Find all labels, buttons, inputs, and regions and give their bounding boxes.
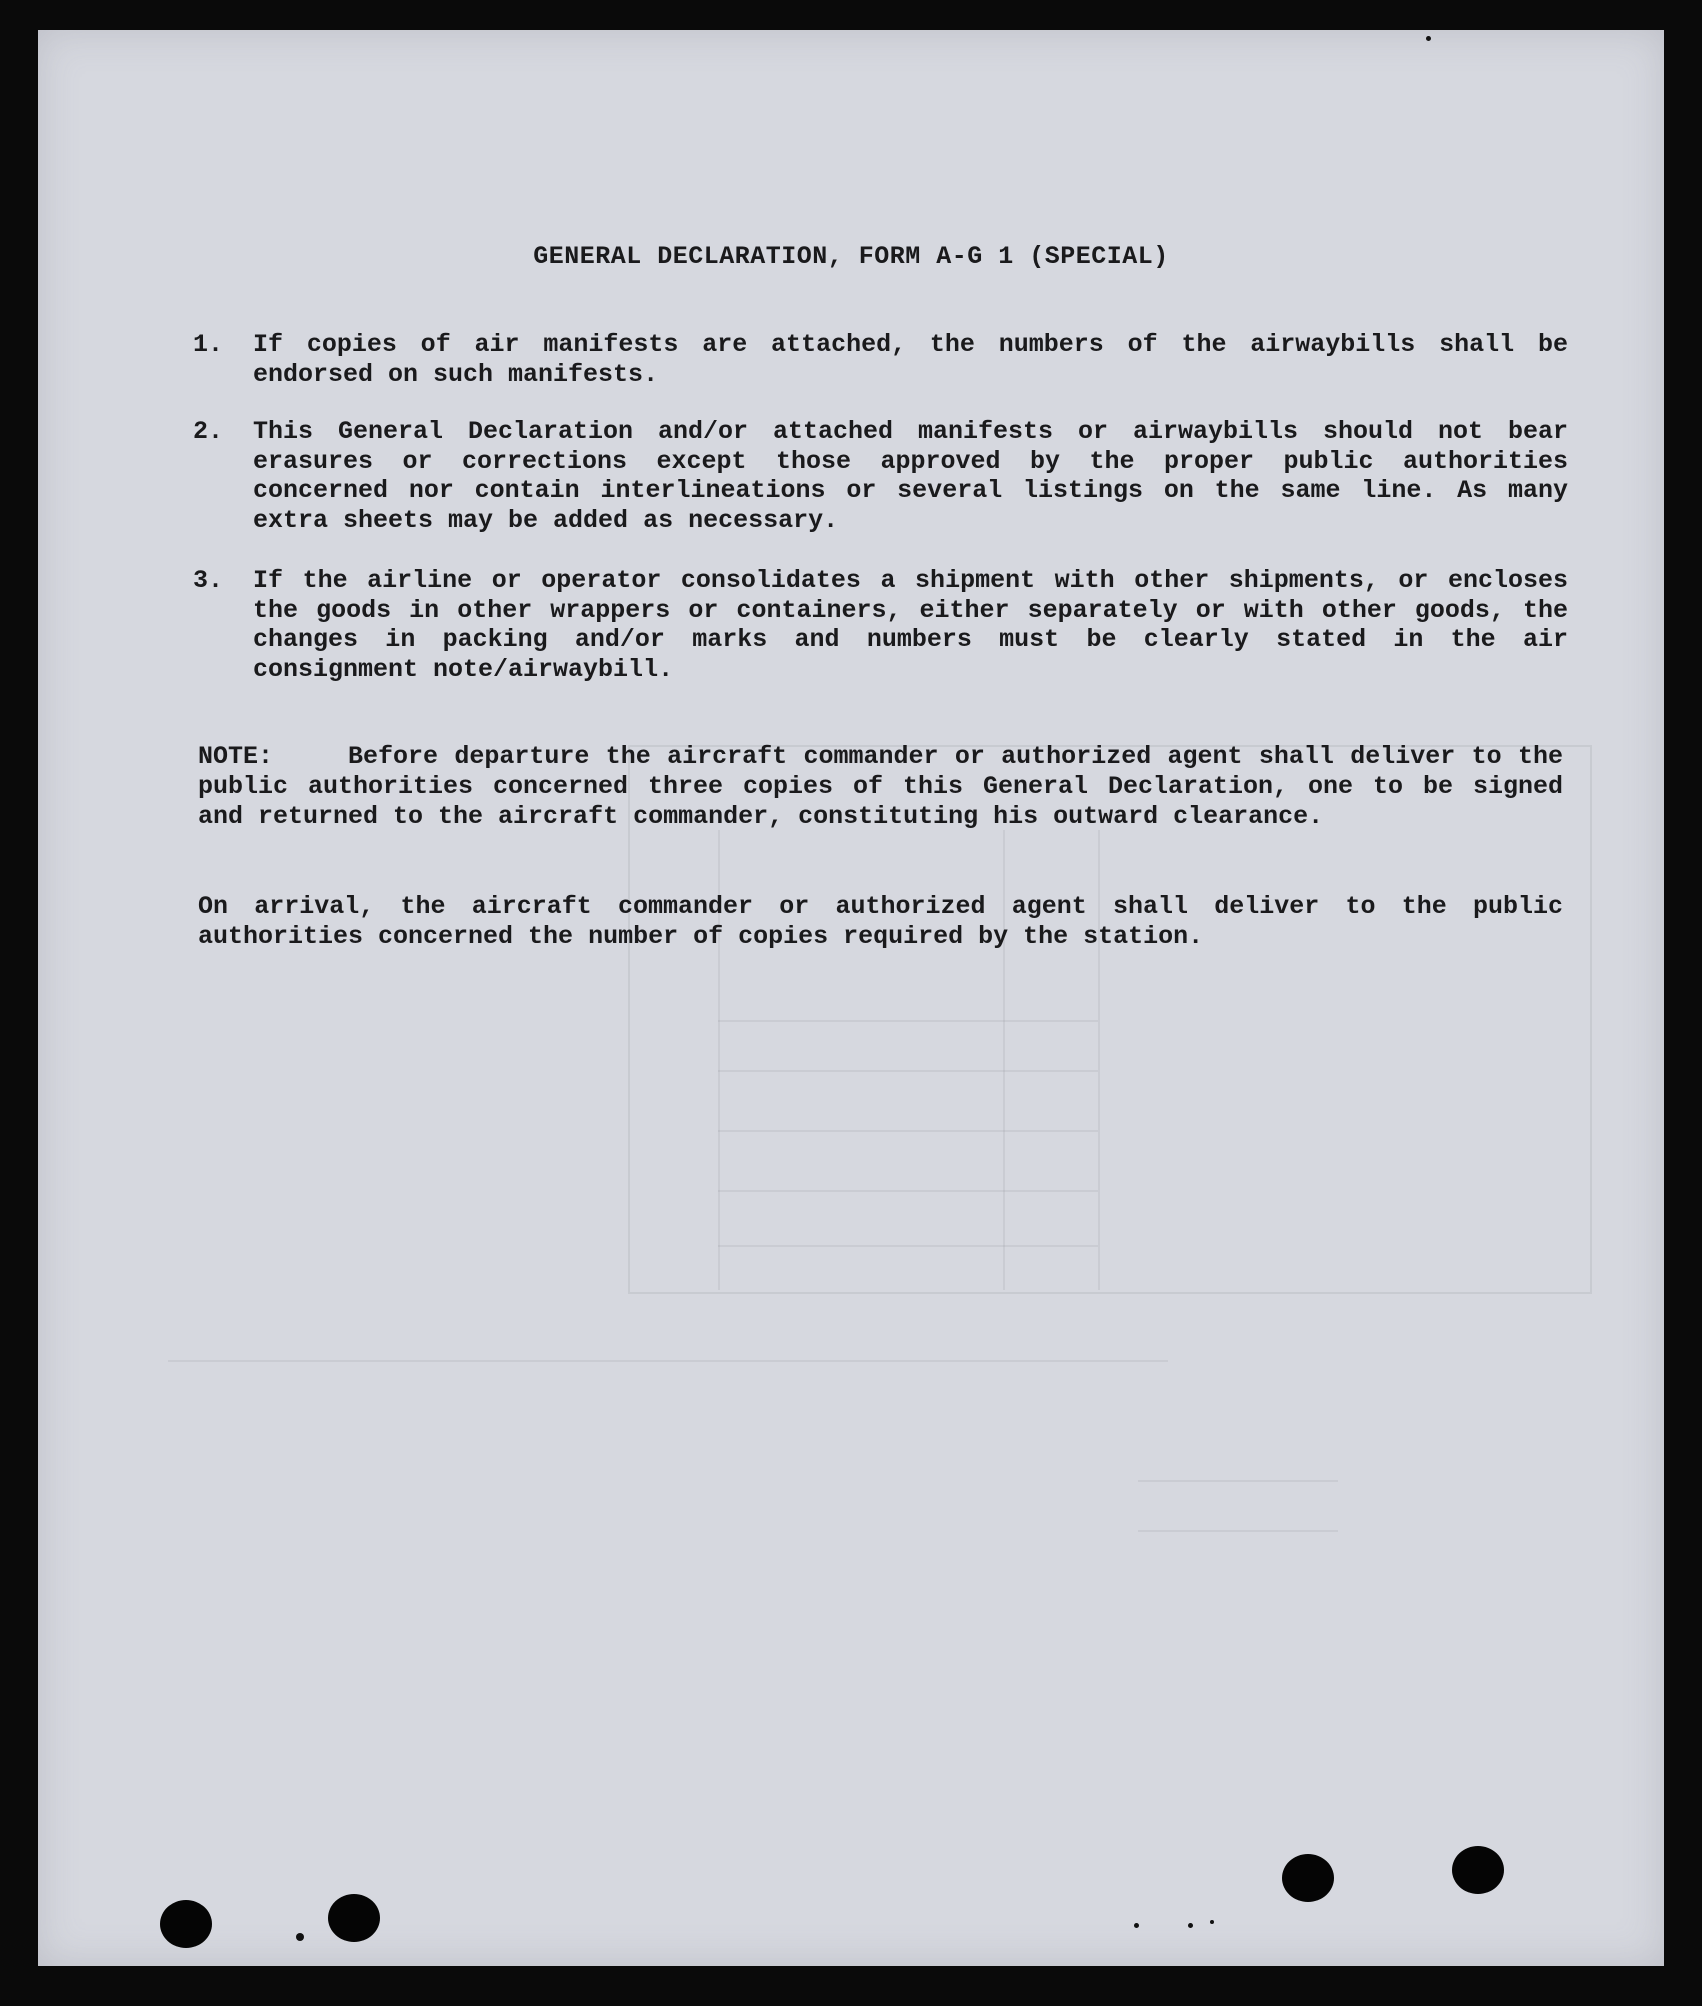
punch-hole — [328, 1894, 380, 1942]
speck — [1426, 36, 1431, 41]
item-number: 2. — [193, 417, 224, 446]
note-paragraph — [198, 742, 1563, 832]
item-text: If the airline or operator consolidates a shipment with other shipments, or encloses the goods in other wrappers or containers, either separately or with other goods, the changes in packing and/or marks and numbers must be clearly stated in the air consignment note/airwaybill. — [253, 566, 1568, 684]
punch-hole — [1452, 1846, 1504, 1894]
note-text: Before departure the aircraft commander or authorized agent shall deliver to the public authorities concerned three copies of this General Declaration, one to be signed and returned to the aircraft commander, constituting his outward clearance. — [198, 742, 1563, 831]
speck — [1188, 1923, 1193, 1928]
document-title: GENERAL DECLARATION, FORM A-G 1 (SPECIAL) — [533, 242, 1169, 271]
document-content — [38, 30, 1664, 1966]
item-number: 3. — [193, 566, 224, 595]
list-item — [193, 566, 1568, 684]
speck — [1134, 1923, 1139, 1928]
item-text: This General Declaration and/or attached manifests or airwaybills should not bear erasures or corrections except those approved by the proper public authorities concerned nor contain interlineations or several listings on the same line. As many extra sheets may be added as necessary. — [253, 417, 1568, 535]
list-item — [193, 417, 1568, 535]
punch-hole — [1282, 1854, 1334, 1902]
list-item — [193, 330, 1568, 389]
punch-hole — [160, 1900, 212, 1948]
speck — [296, 1933, 304, 1941]
speck — [1210, 1920, 1214, 1924]
document-page — [38, 30, 1664, 1966]
item-text: If copies of air manifests are attached, the numbers of the airwaybills shall be endorsed on such manifests. — [253, 330, 1568, 389]
item-number: 1. — [193, 330, 224, 359]
arrival-paragraph: On arrival, the aircraft commander or authorized agent shall deliver to the public authorities concerned the number of copies required by the station. — [198, 892, 1563, 951]
note-label: NOTE: — [198, 742, 274, 771]
